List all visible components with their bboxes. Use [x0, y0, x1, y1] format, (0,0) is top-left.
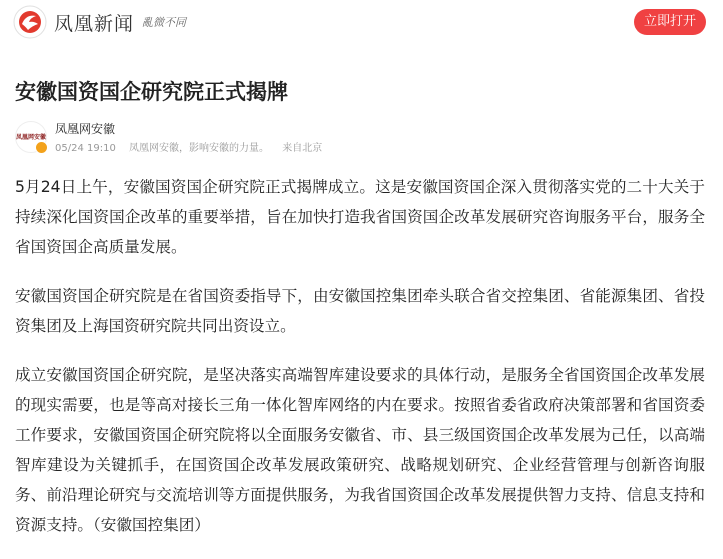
paragraph-1: 5月24日上午，安徽国资国企研究院正式揭牌成立。这是安徽国资国企深入贯彻落实党的二十大关于持续深化国资国企改革的重要举措，旨在加快打造我省国资国企改革发展研究咨询服务平台，服务全省国资国企高质量发展。	[15, 178, 705, 256]
open-app-button[interactable]: 立即打开	[634, 9, 706, 35]
logo-slogan: 亂微不同	[142, 16, 187, 29]
avatar-text: 凤凰网安徽	[16, 134, 47, 141]
ifeng-logo[interactable]	[12, 4, 186, 40]
article-title: 安徽国资国企研究院正式揭牌	[15, 80, 288, 104]
publish-location: 来自北京	[282, 143, 323, 154]
logo-text: 凤凰新闻	[54, 12, 135, 35]
author-name[interactable]: 凤凰网安徽	[55, 122, 116, 136]
publish-date: 05/24 19:10	[55, 143, 116, 154]
verified-badge-icon	[35, 141, 48, 154]
top-bar	[0, 0, 723, 46]
author-description: 凤凰网安徽，影响安徽的力量。	[129, 143, 270, 154]
phoenix-logo-icon	[12, 4, 48, 40]
article-meta	[55, 139, 332, 154]
paragraph-2: 安徽国资国企研究院是在省国资委指导下，由安徽国控集团牵头联合省交控集团、省能源集团、省投资集团及上海国资研究院共同出资设立。	[15, 287, 705, 335]
paragraph-3: 成立安徽国资国企研究院，是坚决落实高端智库建设要求的具体行动，是服务全省国资国企改革发展的现实需要，也是等高对接长三角一体化智库网络的内在要求。按照省委省政府决策部署和省国资委工作要求，安徽国资国企研究院将以全面服务安徽省、市、县三级国资国企改革发展为己任，以高端智库建设为关键抓手，在国资国企改革发展政策研究、战略规划研究、企业经营管理与创新咨询服务、前沿理论研究与交流培训等方面提供服务，为我省国资国企改革发展提供智力支持、信息支持和资源支持。（安徽国控集团）	[15, 366, 705, 534]
article-body	[15, 172, 705, 559]
